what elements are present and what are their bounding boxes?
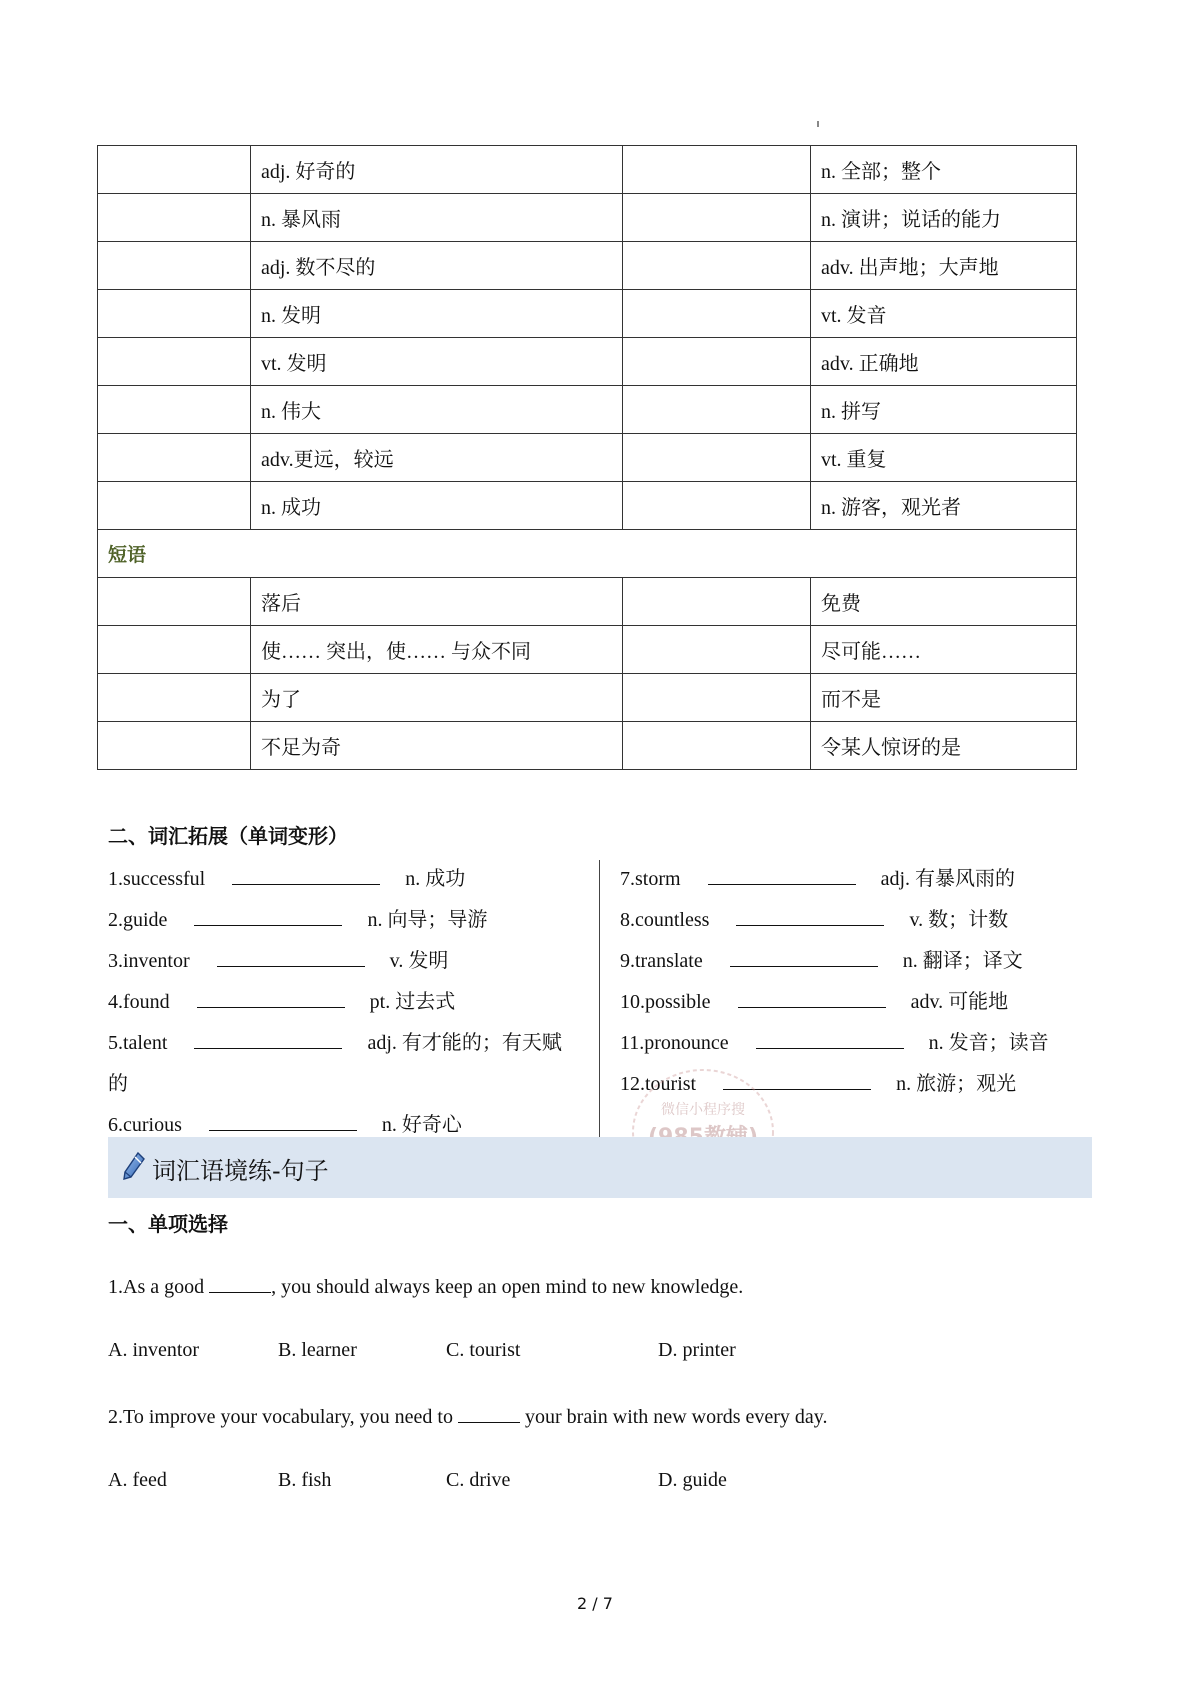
table-row	[98, 578, 1077, 626]
meaning-cell: n. 游客，观光者	[811, 482, 1077, 530]
phrase-blank-cell	[98, 626, 251, 674]
watermark-line1: 微信小程序搜	[661, 1102, 745, 1118]
banner-title: 词汇语境练-句子	[152, 1157, 329, 1185]
phrase-blank-cell	[623, 626, 811, 674]
option-b[interactable]: B. learner	[278, 1339, 357, 1361]
word-form-word: 5.talent	[108, 1032, 168, 1054]
table-row	[98, 434, 1077, 482]
word-blank-cell	[98, 434, 251, 482]
word-blank-cell	[623, 146, 811, 194]
table-row	[98, 338, 1077, 386]
answer-blank[interactable]	[194, 1030, 342, 1049]
question-stem-before: 1.As a good	[108, 1276, 210, 1298]
phrase-meaning-cell: 为了	[251, 674, 623, 722]
option-d[interactable]: D. printer	[658, 1339, 736, 1361]
meaning-cell: adj. 数不尽的	[251, 242, 623, 290]
meaning-cell: adj. 好奇的	[251, 146, 623, 194]
word-blank-cell	[98, 386, 251, 434]
word-form-word: 4.found	[108, 991, 170, 1013]
table-row	[98, 290, 1077, 338]
word-form-item	[620, 1026, 1049, 1055]
word-form-hint: pt. 过去式	[369, 991, 456, 1013]
word-form-item	[108, 944, 448, 973]
meaning-cell: n. 伟大	[251, 386, 623, 434]
phrase-blank-cell	[98, 674, 251, 722]
word-form-hint: adv. 可能地	[910, 991, 1009, 1013]
question-1	[108, 1274, 743, 1299]
word-blank-cell	[98, 338, 251, 386]
word-blank-cell	[98, 194, 251, 242]
option-a[interactable]: A. feed	[108, 1469, 167, 1491]
table-row	[98, 146, 1077, 194]
table-row	[98, 386, 1077, 434]
word-form-item	[108, 1026, 562, 1055]
answer-blank[interactable]	[708, 866, 856, 885]
word-form-hint: n. 发音；读音	[928, 1032, 1049, 1054]
section-heading-mcq: 一、单项选择	[108, 1212, 228, 1236]
table-row	[98, 674, 1077, 722]
answer-blank[interactable]	[232, 866, 380, 885]
word-form-word: 9.translate	[620, 950, 703, 972]
pencil-icon	[122, 1151, 146, 1181]
word-blank-cell	[623, 482, 811, 530]
word-form-word: 1.successful	[108, 868, 206, 890]
answer-blank[interactable]	[736, 907, 884, 926]
option-c[interactable]: C. tourist	[446, 1339, 521, 1361]
phrase-section-label: 短语	[98, 530, 1077, 578]
meaning-cell: vt. 重复	[811, 434, 1077, 482]
phrase-blank-cell	[98, 578, 251, 626]
word-blank-cell	[98, 482, 251, 530]
answer-blank[interactable]	[730, 948, 878, 967]
option-b[interactable]: B. fish	[278, 1469, 332, 1491]
page-number: 2 / 7	[577, 1594, 613, 1613]
table-row	[98, 482, 1077, 530]
vocabulary-table	[97, 145, 1077, 770]
column-divider	[599, 860, 600, 1137]
question-stem-after: your brain with new words every day.	[520, 1406, 828, 1428]
section-banner	[108, 1137, 1092, 1198]
phrase-meaning-cell: 免费	[811, 578, 1077, 626]
phrase-meaning-cell: 使…… 突出，使…… 与众不同	[251, 626, 623, 674]
table-row	[98, 626, 1077, 674]
word-form-hint: n. 旅游；观光	[896, 1073, 1017, 1095]
word-form-word: 6.curious	[108, 1114, 182, 1136]
word-form-hint: v. 数；计数	[909, 909, 1009, 931]
phrase-blank-cell	[623, 578, 811, 626]
phrase-meaning-cell: 尽可能……	[811, 626, 1077, 674]
meaning-cell: n. 暴风雨	[251, 194, 623, 242]
word-form-item	[108, 1108, 462, 1137]
meaning-cell: vt. 发音	[811, 290, 1077, 338]
phrase-meaning-cell: 落后	[251, 578, 623, 626]
word-blank-cell	[623, 386, 811, 434]
word-form-hint: adj. 有暴风雨的	[880, 868, 1015, 890]
word-blank-cell	[623, 290, 811, 338]
answer-blank[interactable]	[458, 1404, 520, 1423]
meaning-cell: n. 拼写	[811, 386, 1077, 434]
answer-blank[interactable]	[209, 1112, 357, 1131]
word-form-word: 8.countless	[620, 909, 710, 931]
table-row	[98, 722, 1077, 770]
word-blank-cell	[623, 338, 811, 386]
meaning-cell: adv. 出声地；大声地	[811, 242, 1077, 290]
question-stem-before: 2.To improve your vocabulary, you need to	[108, 1406, 458, 1428]
phrase-meaning-cell: 令某人惊讶的是	[811, 722, 1077, 770]
meaning-cell: n. 全部；整个	[811, 146, 1077, 194]
word-form-word: 11.pronounce	[620, 1032, 729, 1054]
word-form-item	[620, 862, 1015, 891]
question-2	[108, 1404, 828, 1429]
meaning-cell: n. 发明	[251, 290, 623, 338]
meaning-cell: vt. 发明	[251, 338, 623, 386]
word-blank-cell	[623, 194, 811, 242]
word-form-hint: n. 好奇心	[381, 1114, 462, 1136]
meaning-cell: n. 成功	[251, 482, 623, 530]
word-form-hint: n. 向导；导游	[367, 909, 488, 931]
option-a[interactable]: A. inventor	[108, 1339, 200, 1361]
question-stem-after: , you should always keep an open mind to new knowledge.	[271, 1276, 744, 1298]
word-form-hint-continuation: 的	[108, 1073, 128, 1095]
word-blank-cell	[98, 242, 251, 290]
vocabulary-table-body	[98, 146, 1077, 770]
option-c[interactable]: C. drive	[446, 1469, 511, 1491]
word-form-word: 2.guide	[108, 909, 168, 931]
phrase-section-row	[98, 530, 1077, 578]
answer-blank[interactable]	[738, 989, 886, 1008]
word-blank-cell	[623, 434, 811, 482]
word-form-word: 10.possible	[620, 991, 711, 1013]
word-form-item	[620, 985, 1008, 1014]
stray-mark	[817, 121, 819, 127]
answer-blank[interactable]	[209, 1274, 271, 1293]
meaning-cell: n. 演讲；说话的能力	[811, 194, 1077, 242]
word-blank-cell	[623, 242, 811, 290]
answer-blank[interactable]	[197, 989, 345, 1008]
answer-blank[interactable]	[756, 1030, 904, 1049]
section-heading-word-forms: 二、词汇拓展（单词变形）	[108, 824, 348, 848]
phrase-meaning-cell: 不足为奇	[251, 722, 623, 770]
meaning-cell: adv.更远，较远	[251, 434, 623, 482]
phrase-meaning-cell: 而不是	[811, 674, 1077, 722]
answer-blank[interactable]	[217, 948, 365, 967]
answer-blank[interactable]	[194, 907, 342, 926]
word-form-word: 7.storm	[620, 868, 681, 890]
option-d[interactable]: D. guide	[658, 1469, 727, 1491]
word-form-hint: n. 成功	[405, 868, 466, 890]
phrase-blank-cell	[623, 722, 811, 770]
table-row	[98, 194, 1077, 242]
phrase-blank-cell	[623, 674, 811, 722]
word-form-word: 3.inventor	[108, 950, 190, 972]
word-form-item	[620, 944, 1023, 973]
word-form-hint: adj. 有才能的；有天赋	[367, 1032, 562, 1054]
word-form-hint: n. 翻译；译文	[902, 950, 1023, 972]
meaning-cell: adv. 正确地	[811, 338, 1077, 386]
word-form-item	[108, 862, 465, 891]
phrase-blank-cell	[98, 722, 251, 770]
word-blank-cell	[98, 146, 251, 194]
word-form-item	[108, 903, 487, 932]
word-form-hint: v. 发明	[389, 950, 449, 972]
word-form-word: 12.tourist	[620, 1073, 697, 1095]
word-blank-cell	[98, 290, 251, 338]
word-form-item	[620, 903, 1008, 932]
table-row	[98, 242, 1077, 290]
word-form-item	[108, 985, 455, 1014]
